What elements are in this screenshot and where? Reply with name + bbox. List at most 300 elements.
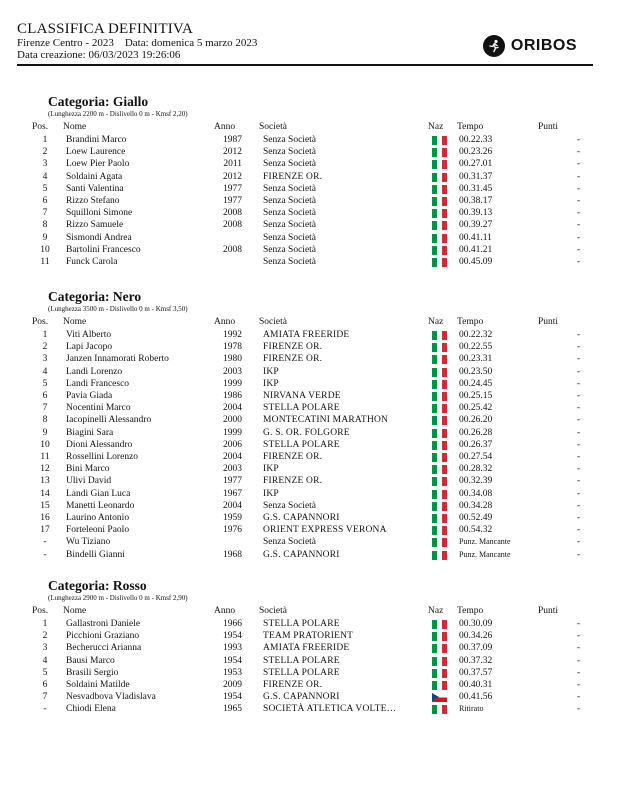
cell-anno: 1954 [223, 631, 242, 642]
cell-tempo: 00.26.20 [459, 415, 493, 426]
cell-anno: 1954 [223, 655, 242, 666]
category-title: Categoria: Rosso [48, 578, 147, 593]
result-row[interactable] [0, 244, 617, 256]
cell-pos: 10 [40, 244, 50, 255]
cell-tempo: 00.34.08 [459, 488, 493, 499]
cell-anno: 2006 [223, 439, 242, 450]
italian-flag-shape [432, 551, 447, 560]
cell-nome: Santi Valentina [66, 183, 124, 194]
cell-societa: FIRENZE OR. [263, 680, 323, 690]
cell-pos: 5 [42, 378, 48, 389]
italian-flag-shape [432, 620, 447, 629]
cell-societa: TEAM PRATORIENT [263, 631, 354, 642]
column-header-societa: Società [259, 317, 287, 327]
italian-flag-icon [432, 221, 447, 230]
italian-flag-shape [432, 234, 447, 243]
column-header-societa: Società [259, 122, 287, 132]
cell-punti: - [577, 631, 581, 642]
italian-flag-shape [432, 355, 447, 364]
result-row[interactable] [0, 549, 617, 561]
result-row[interactable] [0, 207, 617, 219]
cell-punti: - [577, 525, 581, 536]
italian-flag-shape [432, 343, 447, 352]
cell-tempo: 00.30.09 [459, 619, 493, 629]
italian-flag-icon [432, 148, 447, 157]
italian-flag-icon [432, 160, 447, 169]
cell-nome: Loew Pier Paolo [66, 159, 130, 170]
category-title: Categoria: Nero [48, 289, 142, 304]
result-row[interactable] [0, 524, 617, 536]
cell-anno: 1992 [223, 330, 242, 340]
cell-nome: Iacopinelli Alessandro [66, 415, 152, 426]
cell-societa: NIRVANA VERDE [263, 391, 341, 401]
italian-flag-icon [432, 477, 447, 486]
italian-flag-icon [432, 681, 447, 690]
cell-punti: - [577, 232, 581, 243]
italian-flag-icon [432, 209, 447, 218]
result-row[interactable] [0, 341, 617, 353]
cell-punti: - [577, 220, 581, 231]
cell-pos: 1 [42, 330, 48, 340]
italian-flag-icon [432, 669, 447, 678]
italian-flag-shape [432, 331, 447, 340]
cell-punti: - [577, 452, 581, 462]
cell-punti: - [577, 403, 581, 414]
cell-societa: FIRENZE OR. [263, 171, 323, 182]
cell-anno: 1954 [223, 692, 242, 703]
result-row[interactable] [0, 439, 617, 451]
cell-nome: Picchioni Graziano [66, 631, 140, 642]
column-header-tempo: Tempo [457, 606, 484, 616]
result-row[interactable] [0, 329, 617, 341]
cell-tempo: 00.37.09 [459, 643, 493, 654]
cell-tempo: Ritirato [459, 704, 484, 714]
cell-anno: 2004 [223, 452, 242, 462]
cell-societa: STELLA POLARE [263, 619, 340, 629]
cell-societa: AMIATA FREERIDE [263, 330, 350, 340]
result-row[interactable] [0, 463, 617, 475]
cell-pos: 9 [42, 232, 48, 243]
oribos-logo [483, 35, 577, 57]
runner-icon [483, 35, 505, 57]
result-row[interactable] [0, 195, 617, 207]
cell-nome: Landi Francesco [66, 378, 130, 389]
cell-societa: IKP [263, 378, 279, 389]
result-row[interactable] [0, 366, 617, 378]
cell-pos: - [43, 537, 47, 548]
result-row[interactable] [0, 642, 617, 654]
category-details: (Lunghezza 2900 m - Dislivello 0 m - Kmsf 2,90) [48, 594, 188, 602]
event-name: Firenze Centro - 2023 [17, 37, 114, 49]
cell-nome: Landi Lorenzo [66, 366, 123, 377]
cell-tempo: 00.27.01 [459, 159, 493, 170]
cell-pos: 4 [42, 171, 48, 182]
result-row[interactable] [0, 256, 617, 268]
cell-anno: 1965 [223, 704, 242, 715]
cell-anno: 2004 [223, 500, 242, 511]
italian-flag-icon [432, 416, 447, 425]
result-row[interactable] [0, 232, 617, 244]
cell-pos: 10 [40, 439, 50, 450]
cell-punti: - [577, 342, 581, 353]
italian-flag-icon [432, 526, 447, 535]
italian-flag-icon [432, 490, 447, 499]
result-row[interactable] [0, 414, 617, 426]
cell-punti: - [577, 537, 581, 548]
italian-flag-shape [432, 380, 447, 389]
result-row[interactable] [0, 134, 617, 146]
cell-pos: 7 [42, 208, 48, 219]
cell-punti: - [577, 549, 581, 560]
italian-flag-icon [432, 620, 447, 629]
cell-anno: 1999 [223, 378, 242, 389]
italian-flag-icon [432, 705, 447, 714]
italian-flag-shape [432, 258, 447, 267]
cell-anno: 2008 [223, 208, 242, 219]
cell-tempo: 00.32.39 [459, 476, 493, 487]
cell-pos: 5 [42, 183, 48, 194]
cell-pos: 3 [42, 354, 48, 365]
cell-tempo: 00.40.31 [459, 680, 493, 690]
report-title: CLASSIFICA DEFINITIVA [17, 21, 194, 37]
italian-flag-shape [432, 477, 447, 486]
result-row[interactable] [0, 353, 617, 365]
cell-tempo: 00.41.21 [459, 244, 493, 255]
cell-nome: Bini Marco [66, 464, 110, 475]
cell-tempo: 00.41.11 [459, 232, 492, 243]
result-row[interactable] [0, 630, 617, 642]
italian-flag-shape [432, 185, 447, 194]
result-row[interactable] [0, 146, 617, 158]
cell-anno: 1986 [223, 391, 242, 401]
cell-tempo: 00.39.27 [459, 220, 493, 231]
italian-flag-shape [432, 538, 447, 547]
cell-punti: - [577, 655, 581, 666]
italian-flag-shape [432, 404, 447, 413]
column-header-pos: Pos. [32, 317, 49, 327]
cell-pos: 4 [42, 366, 48, 377]
cell-societa: Senza Società [263, 257, 317, 267]
cell-pos: 6 [42, 391, 48, 401]
cell-tempo: 00.25.15 [459, 391, 493, 401]
cell-punti: - [577, 378, 581, 389]
column-header-nome: Nome [63, 606, 87, 616]
cell-punti: - [577, 680, 581, 690]
column-headers [0, 606, 617, 617]
cell-pos: 16 [40, 513, 50, 523]
cell-punti: - [577, 704, 581, 715]
italian-flag-shape [432, 441, 447, 450]
result-row[interactable] [0, 488, 617, 500]
cell-pos: 11 [40, 452, 50, 462]
column-header-anno: Anno [214, 317, 236, 327]
italian-flag-shape [432, 209, 447, 218]
cell-tempo: 00.22.33 [459, 135, 493, 145]
italian-flag-shape [432, 160, 447, 169]
result-row[interactable] [0, 679, 617, 691]
cell-pos: 14 [40, 488, 50, 499]
result-row[interactable] [0, 402, 617, 414]
cell-societa: ORIENT EXPRESS VERONA [263, 525, 387, 536]
cell-nome: Wu Tiziano [66, 537, 111, 548]
result-row[interactable] [0, 500, 617, 512]
creation-date: Data creazione: 06/03/2023 19:26:06 [17, 49, 181, 61]
cell-pos: 9 [42, 427, 48, 438]
cell-pos: 2 [42, 631, 48, 642]
cell-anno: 1987 [223, 135, 242, 145]
cell-punti: - [577, 619, 581, 629]
column-header-naz: Naz [428, 122, 444, 132]
cell-pos: 12 [40, 464, 50, 475]
italian-flag-icon [432, 502, 447, 511]
cell-punti: - [577, 391, 581, 401]
cell-nome: Dioni Alessandro [66, 439, 133, 450]
italian-flag-icon [432, 538, 447, 547]
cell-societa: FIRENZE OR. [263, 452, 323, 462]
cell-anno: 1967 [223, 488, 242, 499]
cell-nome: Ulivi David [66, 476, 112, 487]
cell-tempo: 00.28.32 [459, 464, 493, 475]
cell-anno: 1959 [223, 513, 242, 523]
category-details: (Lunghezza 3500 m - Dislivello 0 m - Kmsf 3,50) [48, 305, 188, 313]
result-row[interactable] [0, 183, 617, 195]
cell-tempo: 00.39.13 [459, 208, 493, 219]
cell-anno: 2008 [223, 220, 242, 231]
cell-tempo: 00.26.28 [459, 427, 493, 438]
cell-tempo: 00.37.32 [459, 655, 493, 666]
italian-flag-icon [432, 246, 447, 255]
cell-anno: 2008 [223, 244, 242, 255]
czech-flag-icon [432, 693, 447, 702]
cell-societa: Senza Società [263, 244, 317, 255]
italian-flag-shape [432, 681, 447, 690]
cell-tempo: 00.52.49 [459, 513, 493, 523]
italian-flag-shape [432, 416, 447, 425]
cell-societa: STELLA POLARE [263, 439, 340, 450]
cell-anno: 1977 [223, 183, 242, 194]
italian-flag-shape [432, 657, 447, 666]
event-date: Data: domenica 5 marzo 2023 [124, 37, 258, 49]
cell-pos: 1 [42, 135, 48, 145]
result-row[interactable] [0, 171, 617, 183]
cell-nome: Janzen Innamorati Roberto [66, 354, 169, 365]
result-row[interactable] [0, 475, 617, 487]
cell-nome: Lapi Jacopo [66, 342, 113, 353]
cell-punti: - [577, 427, 581, 438]
cell-societa: IKP [263, 464, 279, 475]
cell-punti: - [577, 500, 581, 511]
cell-punti: - [577, 667, 581, 678]
cell-nome: Becherucci Arianna [66, 643, 142, 654]
cell-punti: - [577, 366, 581, 377]
cell-pos: 15 [40, 500, 50, 511]
logo-text: ORIBOS [510, 37, 577, 54]
cell-tempo: 00.22.55 [459, 342, 493, 353]
italian-flag-shape [432, 148, 447, 157]
italian-flag-icon [432, 355, 447, 364]
cell-tempo: 00.38.17 [459, 196, 493, 206]
italian-flag-shape [432, 502, 447, 511]
cell-pos: 7 [42, 403, 48, 414]
italian-flag-icon [432, 368, 447, 377]
italian-flag-icon [432, 429, 447, 438]
cell-punti: - [577, 147, 581, 158]
column-header-punti: Punti [538, 122, 559, 132]
cell-societa: AMIATA FREERIDE [263, 643, 350, 654]
cell-nome: Rizzo Samuele [66, 220, 124, 231]
cell-tempo: 00.22.32 [459, 330, 493, 340]
column-headers [0, 317, 617, 328]
italian-flag-shape [432, 246, 447, 255]
cell-punti: - [577, 439, 581, 450]
cell-punti: - [577, 354, 581, 365]
cell-anno: 1976 [223, 525, 242, 536]
italian-flag-icon [432, 343, 447, 352]
cell-nome: Squilloni Simone [66, 208, 133, 219]
cell-societa: Senza Società [263, 208, 317, 219]
cell-anno: 1953 [223, 667, 242, 678]
italian-flag-icon [432, 514, 447, 523]
cell-punti: - [577, 135, 581, 145]
cell-punti: - [577, 464, 581, 475]
italian-flag-shape [432, 392, 447, 401]
italian-flag-shape [432, 514, 447, 523]
column-header-anno: Anno [214, 122, 236, 132]
cell-pos: 3 [42, 643, 48, 654]
cell-societa: FIRENZE OR. [263, 342, 323, 353]
cell-punti: - [577, 208, 581, 219]
cell-tempo: 00.23.26 [459, 147, 493, 158]
cell-societa: G.S. CAPANNORI [263, 549, 340, 560]
cell-tempo: 00.54.32 [459, 525, 493, 536]
column-header-naz: Naz [428, 317, 444, 327]
italian-flag-shape [432, 221, 447, 230]
result-row[interactable] [0, 219, 617, 231]
italian-flag-icon [432, 632, 447, 641]
cell-tempo: 00.24.45 [459, 378, 493, 389]
cell-tempo: 00.41.56 [459, 692, 493, 703]
cell-societa: MONTECATINI MARATHON [263, 415, 389, 426]
italian-flag-icon [432, 453, 447, 462]
cell-anno: 1977 [223, 196, 242, 206]
result-row[interactable] [0, 667, 617, 679]
result-row[interactable] [0, 655, 617, 667]
column-header-tempo: Tempo [457, 317, 484, 327]
cell-tempo: Punz. Mancante [459, 537, 511, 547]
result-row[interactable] [0, 618, 617, 630]
cell-punti: - [577, 692, 581, 703]
cell-punti: - [577, 183, 581, 194]
cell-anno: 1977 [223, 476, 242, 487]
category-details: (Lunghezza 2200 m - Dislivello 0 m - Kmsf 2,20) [48, 110, 188, 118]
cell-tempo: 00.37.57 [459, 667, 493, 678]
cell-nome: Loew Laurence [66, 147, 126, 158]
cell-nome: Bausi Marco [66, 655, 115, 666]
column-header-naz: Naz [428, 606, 444, 616]
italian-flag-shape [432, 644, 447, 653]
column-header-nome: Nome [63, 122, 87, 132]
cell-anno: 1966 [223, 619, 242, 629]
italian-flag-icon [432, 173, 447, 182]
cell-nome: Laurino Antonio [66, 513, 130, 523]
cell-pos: 8 [42, 220, 48, 231]
italian-flag-shape [432, 632, 447, 641]
czech-flag-shape [432, 693, 447, 702]
cell-punti: - [577, 415, 581, 426]
cell-punti: - [577, 257, 581, 267]
cell-nome: Soldaini Agata [66, 171, 123, 182]
cell-societa: G.S. CAPANNORI [263, 692, 340, 703]
cell-pos: 17 [40, 525, 50, 536]
italian-flag-shape [432, 705, 447, 714]
italian-flag-icon [432, 331, 447, 340]
cell-nome: Pavia Giada [66, 391, 113, 401]
result-row[interactable] [0, 703, 617, 715]
cell-nome: Bartolini Francesco [66, 244, 141, 255]
italian-flag-icon [432, 465, 447, 474]
cell-pos: 8 [42, 415, 48, 426]
italian-flag-shape [432, 526, 447, 535]
column-header-punti: Punti [538, 606, 559, 616]
cell-societa: Senza Società [263, 537, 317, 548]
cell-societa: Senza Società [263, 159, 317, 170]
cell-anno: 2012 [223, 171, 242, 182]
italian-flag-shape [432, 429, 447, 438]
cell-pos: - [43, 704, 47, 715]
italian-flag-icon [432, 380, 447, 389]
cell-societa: IKP [263, 488, 279, 499]
result-row[interactable] [0, 378, 617, 390]
cell-anno: 2011 [223, 159, 242, 170]
result-row[interactable] [0, 390, 617, 402]
cell-tempo: 00.34.28 [459, 500, 493, 511]
cell-nome: Rizzo Stefano [66, 196, 120, 206]
result-row[interactable] [0, 536, 617, 548]
cell-societa: FIRENZE OR. [263, 476, 323, 487]
cell-societa: Senza Società [263, 135, 317, 145]
cell-nome: Soldaini Matilde [66, 680, 130, 690]
result-row[interactable] [0, 158, 617, 170]
result-row[interactable] [0, 691, 617, 703]
cell-pos: 6 [42, 196, 48, 206]
cell-punti: - [577, 488, 581, 499]
cell-punti: - [577, 244, 581, 255]
cell-tempo: 00.25.42 [459, 403, 493, 414]
cell-tempo: 00.23.31 [459, 354, 493, 365]
cell-punti: - [577, 196, 581, 206]
cell-anno: 2009 [223, 680, 242, 690]
cell-societa: Senza Società [263, 147, 317, 158]
italian-flag-shape [432, 465, 447, 474]
italian-flag-icon [432, 197, 447, 206]
cell-pos: 1 [42, 619, 48, 629]
cell-nome: Brasili Sergio [66, 667, 119, 678]
cell-nome: Landi Gian Luca [66, 488, 131, 499]
category-title: Categoria: Giallo [48, 94, 149, 109]
cell-anno: 1978 [223, 342, 242, 353]
result-row[interactable] [0, 427, 617, 439]
column-header-tempo: Tempo [457, 122, 484, 132]
cell-pos: 3 [42, 159, 48, 170]
cell-pos: 11 [40, 257, 50, 267]
cell-tempo: 00.26.37 [459, 439, 493, 450]
result-row[interactable] [0, 451, 617, 463]
cell-societa: STELLA POLARE [263, 403, 340, 414]
cell-anno: 1980 [223, 354, 242, 365]
column-header-societa: Società [259, 606, 287, 616]
cell-punti: - [577, 513, 581, 523]
result-row[interactable] [0, 512, 617, 524]
